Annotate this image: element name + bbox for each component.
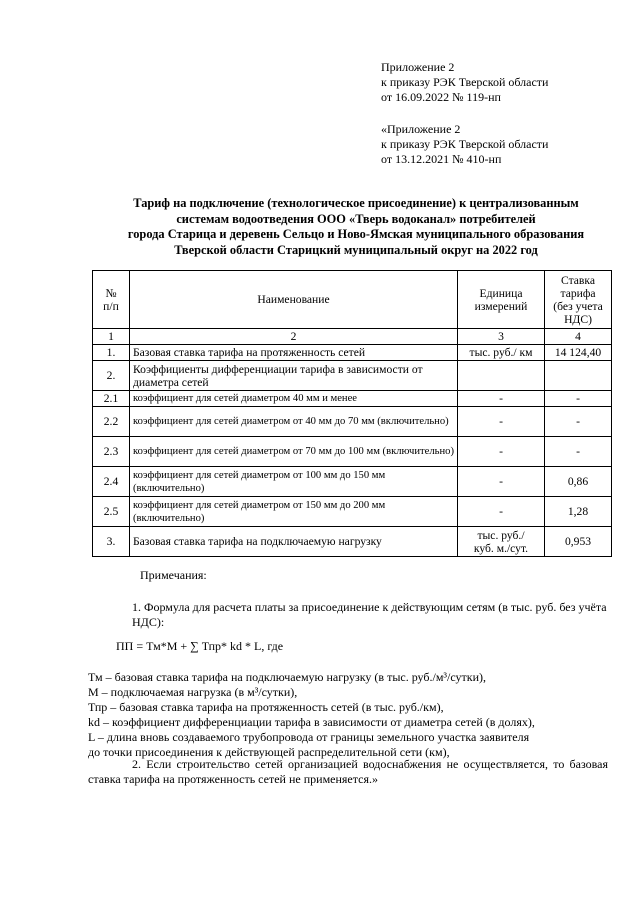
row-unit: тыс. руб./ км — [458, 345, 545, 361]
row-num: 2.4 — [93, 467, 130, 497]
row-name: коэффициент для сетей диаметром от 150 мм до 200 мм (включительно) — [130, 497, 458, 527]
appendix-header-line: Приложение 2 — [381, 60, 455, 74]
table-row — [93, 345, 612, 361]
row-num: 2.3 — [93, 437, 130, 467]
appendix-header-line: к приказу РЭК Тверской области — [381, 75, 549, 89]
row-name: Базовая ставка тарифа на протяженность сетей — [130, 345, 458, 361]
legend-line: kd – коэффициент дифференциации тарифа в зависимости от диаметра сетей (в долях), — [88, 715, 535, 729]
row-rate: - — [545, 407, 612, 437]
row-rate: - — [545, 391, 612, 407]
title-line: города Старица и деревень Сельцо и Ново-Ямская муниципального образования — [127, 227, 585, 241]
row-unit: - — [458, 437, 545, 467]
header-name: Наименование — [130, 271, 458, 329]
title-line: Тверской области Старицкий муниципальный округ на 2022 год — [174, 242, 538, 257]
row-num: 1. — [93, 345, 130, 361]
title-line: Тариф на подключение (технологическое присоединение) к централизованным — [133, 196, 579, 210]
appendix-header-line: «Приложение 2 — [381, 122, 461, 136]
header-unit: Единица измерений — [458, 271, 545, 329]
legend-line: Тпр – базовая ставка тарифа на протяженность сетей (в тыс. руб./км), — [88, 700, 444, 714]
row-rate: 1,28 — [545, 497, 612, 527]
table-header-row — [93, 271, 612, 329]
row-name: коэффициент для сетей диаметром от 70 мм до 100 мм (включительно) — [130, 437, 458, 467]
row-name: Базовая ставка тарифа на подключаемую нагрузку — [130, 527, 458, 557]
note-item-2-text: 2. Если строительство сетей организацией водоснабжения не осуществляется, то базовая ставка тарифа на протяженность сетей не применяется.» — [88, 757, 608, 786]
legend-line: до точки присоединения к действующей распределительной сети (км), — [88, 745, 450, 759]
notes-title: Примечания: — [140, 568, 207, 582]
column-number: 3 — [458, 329, 545, 345]
note-item-1: 1. Формула для расчета платы за присоединение к действующим сетям (в тыс. руб. без учёта НДС): — [132, 600, 607, 629]
row-unit: - — [458, 467, 545, 497]
title-line: системам водоотведения ООО «Тверь водоканал» потребителей — [176, 211, 536, 226]
row-rate: - — [545, 437, 612, 467]
column-number: 1 — [93, 329, 130, 345]
fee-formula: ПП = Тм*М + ∑ Тпр* kd * L, где — [116, 639, 284, 653]
column-number: 4 — [545, 329, 612, 345]
column-number: 2 — [130, 329, 458, 345]
document-title — [90, 196, 622, 258]
row-num: 3. — [93, 527, 130, 557]
table-row — [93, 407, 612, 437]
row-num: 2. — [93, 361, 130, 391]
row-rate: 0,86 — [545, 467, 612, 497]
row-unit: - — [458, 391, 545, 407]
column-number-row — [93, 329, 612, 345]
previous-appendix-header — [381, 122, 548, 167]
legend-line: М – подключаемая нагрузка (в м³/сутки), — [88, 685, 298, 699]
header-rate: Ставка тарифа (без учета НДС) — [545, 271, 612, 329]
appendix-header-line: от 13.12.2021 № 410-нп — [381, 152, 502, 166]
table-row — [93, 497, 612, 527]
row-unit: - — [458, 407, 545, 437]
row-name: коэффициент для сетей диаметром от 100 мм до 150 мм (включительно) — [130, 467, 458, 497]
row-unit: - — [458, 497, 545, 527]
legend-line: Тм – базовая ставка тарифа на подключаемую нагрузку (в тыс. руб./м³/сутки), — [88, 670, 487, 684]
appendix-header — [381, 60, 548, 105]
row-num: 2.5 — [93, 497, 130, 527]
row-num: 2.2 — [93, 407, 130, 437]
tariff-table — [92, 270, 612, 557]
formula-legend — [88, 670, 618, 760]
appendix-header-line: к приказу РЭК Тверской области — [381, 137, 549, 151]
row-name: коэффициент для сетей диаметром от 40 мм до 70 мм (включительно) — [130, 407, 458, 437]
note-item-2 — [88, 757, 608, 787]
row-name: Коэффициенты дифференциации тарифа в зависимости от диаметра сетей — [130, 361, 458, 391]
legend-line: L – длина вновь создаваемого трубопровода от границы земельного участка заявителя — [88, 730, 530, 744]
row-unit: тыс. руб./ куб. м./сут. — [458, 527, 545, 557]
row-num: 2.1 — [93, 391, 130, 407]
row-rate — [545, 361, 612, 391]
table-row — [93, 391, 612, 407]
row-unit — [458, 361, 545, 391]
row-rate: 14 124,40 — [545, 345, 612, 361]
row-rate: 0,953 — [545, 527, 612, 557]
header-num: № п/п — [93, 271, 130, 329]
table-row — [93, 467, 612, 497]
table-row — [93, 361, 612, 391]
appendix-header-line: от 16.09.2022 № 119-нп — [381, 90, 501, 104]
row-name: коэффициент для сетей диаметром 40 мм и менее — [130, 391, 458, 407]
table-row — [93, 437, 612, 467]
table-row — [93, 527, 612, 557]
